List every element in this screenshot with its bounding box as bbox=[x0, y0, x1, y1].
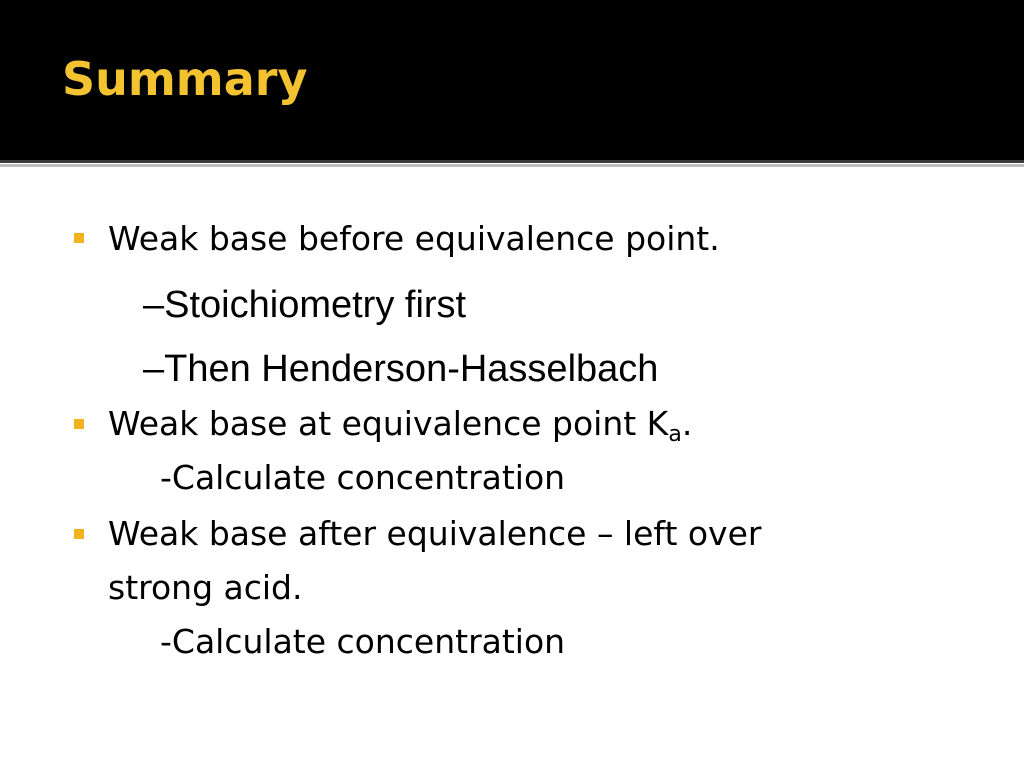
bullet-2-text-main: Weak base at equivalence point K bbox=[108, 404, 669, 443]
bullet-3-line-1: Weak base after equivalence – left over bbox=[108, 514, 762, 553]
bullet-1-sub-item-1: –Stoichiometry first bbox=[143, 284, 467, 326]
bullet-marker-2 bbox=[74, 419, 84, 429]
bullet-1-text: Weak base before equivalence point. bbox=[108, 219, 720, 258]
bullet-3-note: -Calculate concentration bbox=[160, 622, 566, 661]
bullet-1-sub-item-2: –Then Henderson-Hasselbach bbox=[143, 348, 659, 390]
bullet-marker-1 bbox=[74, 233, 84, 243]
title-bar bbox=[0, 0, 1024, 160]
bullet-marker-3 bbox=[74, 529, 84, 539]
bullet-2-text bbox=[108, 404, 693, 447]
title-divider-light bbox=[0, 164, 1024, 167]
bullet-2-note: -Calculate concentration bbox=[160, 458, 566, 497]
bullet-3-line-2: strong acid. bbox=[108, 568, 303, 607]
title-divider-dark bbox=[0, 160, 1024, 163]
slide-title: Summary bbox=[62, 52, 308, 106]
bullet-2-text-end: . bbox=[681, 404, 693, 443]
bullet-2-subscript: a bbox=[668, 422, 682, 447]
